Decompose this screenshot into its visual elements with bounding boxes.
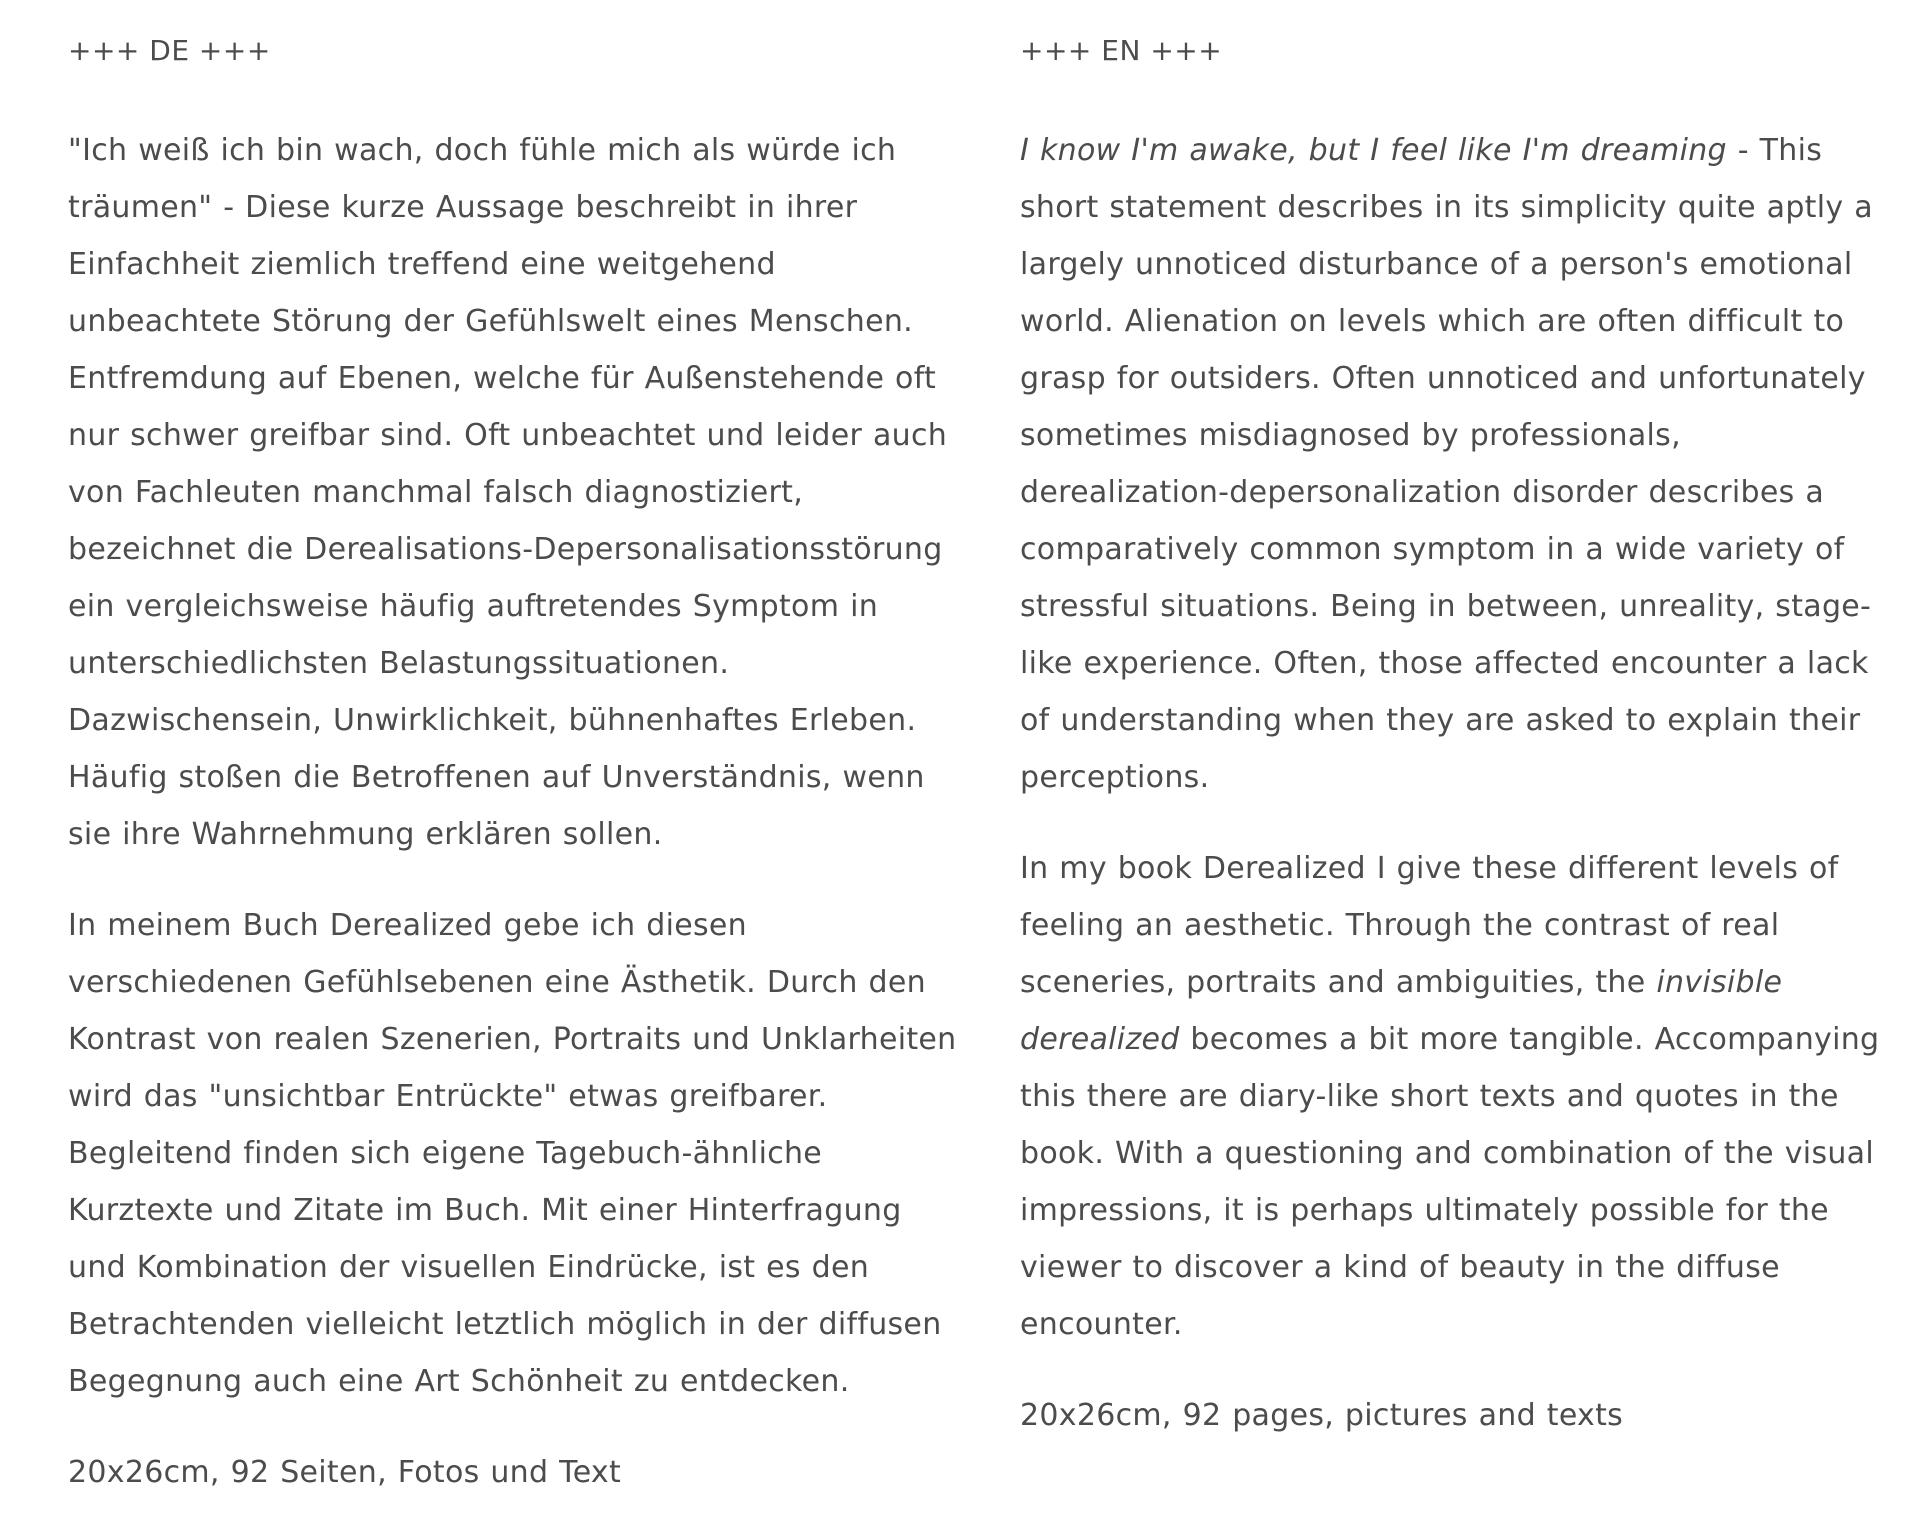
english-book-emphasis: invisible derealized (1020, 965, 1783, 1057)
english-intro-quote: I know I'm awake, but I feel like I'm dreaming (1020, 133, 1727, 168)
english-intro-text: - This short statement describes in its simplicity quite aptly a largely unnoticed disturbance of a person's emotional world. Alienation on levels which are often difficult to grasp for outsiders. Often unnoticed and unfortunately sometimes misdiagnosed by professionals, derealization-depersonalization disorder describes a comparatively common symptom in a wide variety of stressful situations. Being in between, unreality, stage-like experience. Often, those affected encounter a lack of understanding when they are asked to explain their perceptions. (1020, 133, 1873, 795)
german-book-paragraph: In meinem Buch Derealized gebe ich diesen verschiedenen Gefühlsebenen eine Ästhetik. Durch den Kontrast von realen Szenerien, Portraits und Unklarheiten wird das "unsichtbar Entrückte" etwas greifbarer. Begleitend finden sich eigene Tagebuch-ähnliche Kurztexte und Zitate im Buch. Mit einer Hinterfragung und Kombination der visuellen Eindrücke, ist es den Betrachtenden vielleicht letztlich möglich in der diffusen Begegnung auch eine Art Schönheit zu entdecken. (68, 908, 957, 1399)
english-intro-paragraph (1020, 122, 1900, 806)
german-heading: +++ DE +++ (68, 34, 271, 67)
german-book-specs: 20x26cm, 92 Seiten, Fotos und Text (68, 1455, 622, 1490)
german-intro-paragraph: "Ich weiß ich bin wach, doch fühle mich als würde ich träumen" - Diese kurze Aussage beschreibt in ihrer Einfachheit ziemlich treffend eine weitgehend unbeachtete Störung der Gefühlswelt eines Menschen. Entfremdung auf Ebenen, welche für Außenstehende oft nur schwer greifbar sind. Oft unbeachtet und leider auch von Fachleuten manchmal falsch diagnostiziert, bezeichnet die Derealisations-Depersonalisationsstörung ein vergleichsweise häufig auftretendes Symptom in unterschiedlichsten Belastungssituationen. Dazwischensein, Unwirklichkeit, bühnenhaftes Erleben. Häufig stoßen die Betroffenen auf Unverständnis, wenn sie ihre Wahrnehmung erklären sollen. (68, 133, 948, 852)
english-heading: +++ EN +++ (1020, 34, 1223, 67)
english-book-specs: 20x26cm, 92 pages, pictures and texts (1020, 1398, 1624, 1433)
english-column (1020, 0, 1900, 1444)
english-book-paragraph (1020, 840, 1900, 1353)
german-column (68, 0, 958, 1501)
english-book-text-end: becomes a bit more tangible. Accompanying this there are diary-like short texts and quotes in the book. With a questioning and combination of the visual impressions, it is perhaps ultimately possible for the viewer to discover a kind of beauty in the diffuse encounter. (1020, 1022, 1880, 1342)
english-book-text-start: In my book Derealized I give these different levels of feeling an aesthetic. Through the contrast of real sceneries, portraits and ambiguities, the (1020, 851, 1839, 1000)
